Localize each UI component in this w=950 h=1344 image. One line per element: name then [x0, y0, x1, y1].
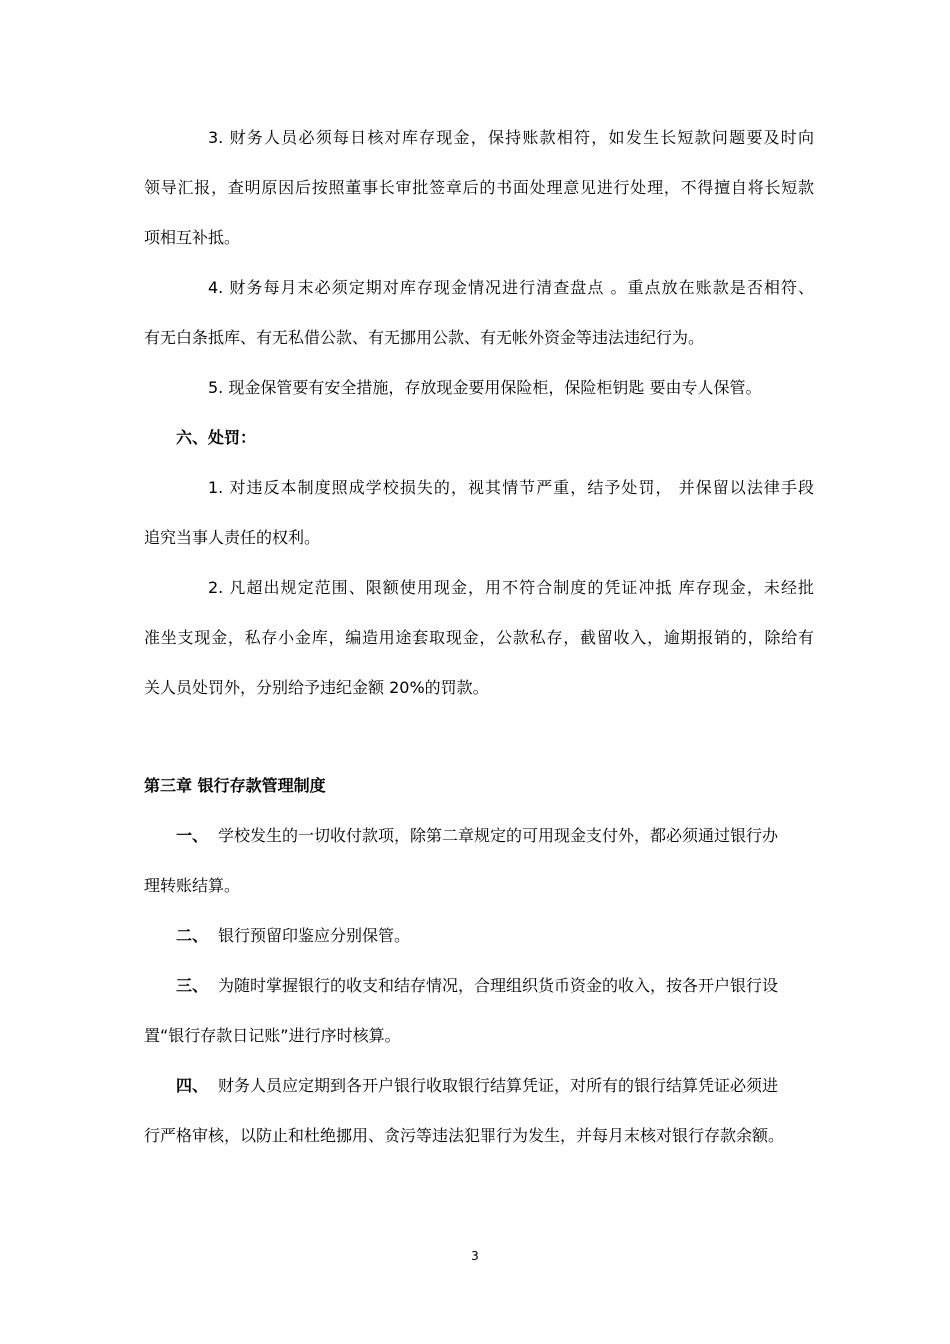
- chapter3-p4-line2: 行严格审核，以防止和杜绝挪用、贪污等违法犯罪行为发生，并每月末核对银行存款余额。: [144, 1126, 785, 1145]
- chapter3-p1-number: 一、: [176, 826, 209, 845]
- chapter3-p1-text: 学校发生的一切收付款项，除第二章规定的可用现金支付外，都必须通过银行办: [218, 826, 779, 845]
- chapter3-p2-text: 银行预留印鉴应分别保管。: [218, 926, 411, 945]
- chapter3-p4-number: 四、: [176, 1076, 209, 1095]
- cash-item3-line1: 3. 财务人员必须每日核对库存现金，保持账款相符，如发生长短款问题要及时向: [208, 128, 814, 147]
- chapter3-p1-line2: 理转账结算。: [144, 876, 241, 895]
- cash-item3-line2: 领导汇报，查明原因后按照董事长审批签章后的书面处理意见进行处理，不得擅自将长短款: [144, 178, 814, 197]
- chapter3-p2-number: 二、: [176, 926, 209, 945]
- cash-item4-line2: 有无白条抵库、有无私借公款、有无挪用公款、有无帐外资金等违法违纪行为。: [144, 328, 705, 347]
- chapter3-p3-line2: 置“银行存款日记账”进行序时核算。: [144, 1026, 401, 1045]
- chapter3-title: 第三章 银行存款管理制度: [144, 776, 326, 795]
- chapter3-p3-line1: [176, 974, 814, 998]
- chapter3-p4-text: 财务人员应定期到各开户银行收取银行结算凭证，对所有的银行结算凭证必须进: [218, 1076, 779, 1095]
- chapter3-p3-text: 为随时掌握银行的收支和结存情况，合理组织货币资金的收入，按各开户银行设: [218, 976, 779, 995]
- penalty-item2-line1: 2. 凡超出规定范围、限额使用现金，用不符合制度的凭证冲抵 库存现金，未经批: [208, 578, 814, 597]
- cash-item5-line1: 5. 现金保管要有安全措施，存放现金要用保险柜，保险柜钥匙 要由专人保管。: [208, 378, 762, 397]
- penalty-heading: [176, 426, 846, 450]
- penalty-item1-line2: 追究当事人责任的权利。: [144, 528, 321, 547]
- chapter3-p1-line1: [176, 824, 814, 848]
- page-number: 3: [471, 1249, 479, 1263]
- penalty-heading-text: 六、处罚：: [176, 428, 257, 447]
- penalty-item1-line1: 1. 对违反本制度照成学校损失的，视其情节严重，结予处罚， 并保留以法律手段: [208, 478, 814, 497]
- chapter3-p4-line1: [176, 1074, 814, 1098]
- chapter3-p3-number: 三、: [176, 976, 209, 995]
- penalty-item2-line2: 准坐支现金，私存小金库，编造用途套取现金，公款私存，截留收入，逾期报销的，除给有: [144, 628, 814, 647]
- chapter3-p2-line1: [176, 924, 814, 948]
- penalty-item2-line3: 关人员处罚外，分别给予违纪金额 20%的罚款。: [144, 678, 489, 697]
- cash-item4-line1: 4. 财务每月末必须定期对库存现金情况进行清查盘点 。重点放在账款是否相符、: [208, 278, 814, 297]
- cash-item3-line3: 项相互补抵。: [144, 228, 241, 247]
